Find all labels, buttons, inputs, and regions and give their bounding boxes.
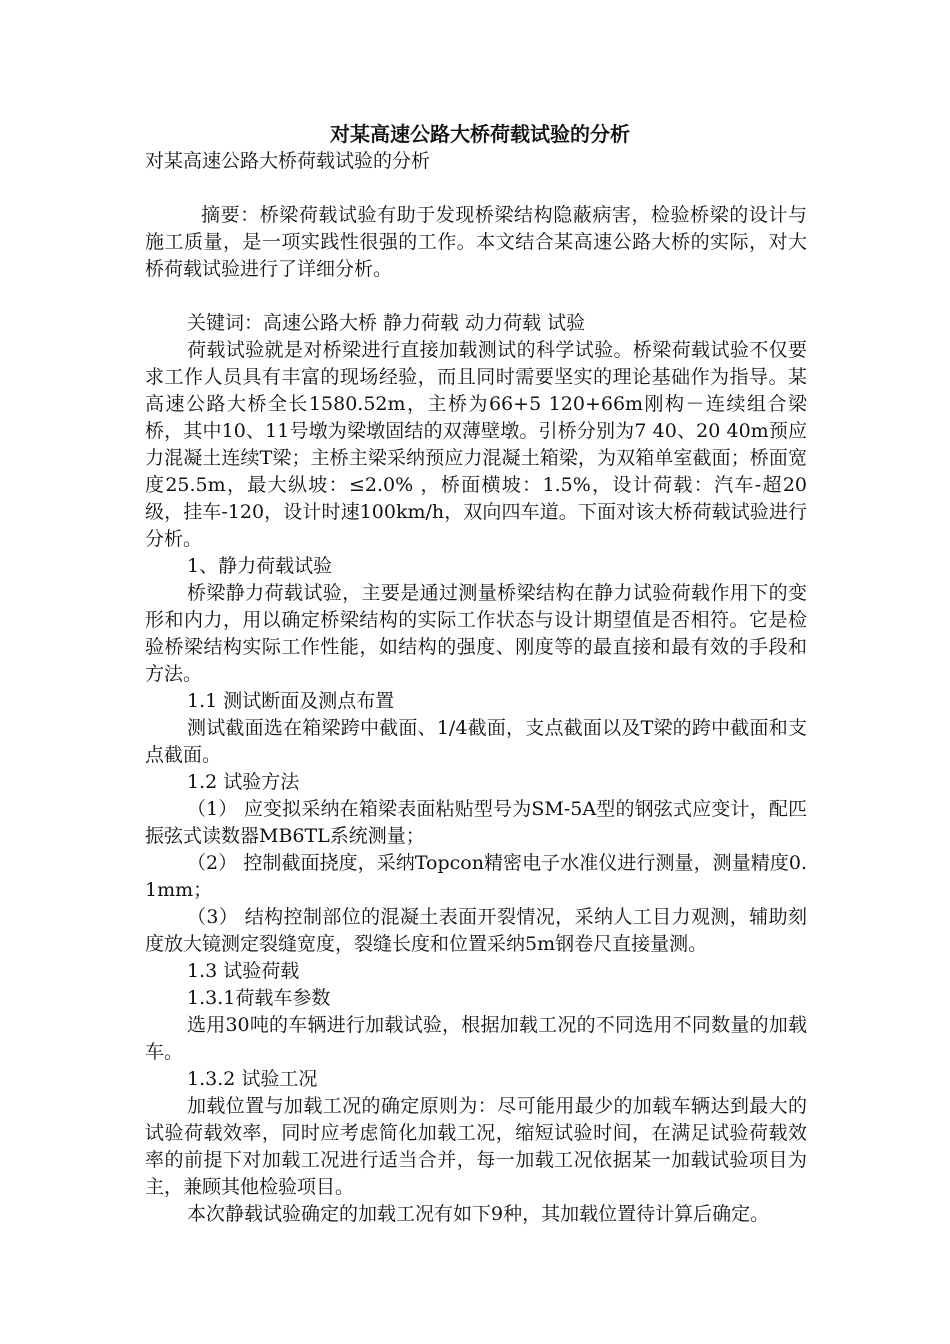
document-subtitle: 对某高速公路大桥荷载试验的分析 [145, 150, 431, 172]
section-1-2-item-2: （2） 控制截面挠度，采纳Topcon精密电子水准仪进行测量，测量精度0.1mm； [145, 852, 807, 901]
section-1-3-1-body: 选用30吨的车辆进行加载试验，根据加载工况的不同选用不同数量的加载车。 [145, 1014, 807, 1063]
document-title: 对某高速公路大桥荷载试验的分析 [330, 122, 630, 146]
section-1-3-heading: 1.3 试验荷载 [187, 960, 300, 982]
spacer [145, 283, 807, 310]
section-1-3-2-heading: 1.3.2 试验工况 [187, 1068, 318, 1090]
intro-paragraph: 荷载试验就是对桥梁进行直接加载测试的科学试验。桥梁荷载试验不仅要求工作人员具有丰富的现场经验，而且同时需要坚实的理论基础作为指导。某高速公路大桥全长1580.52m，主桥为66+5 120+66m刚构－连续组合梁桥，其中10、11号墩为梁墩固结的双薄壁墩。引桥分别为7 40、20 40m预应力混凝土连续T梁；主桥主梁采纳预应力混凝土箱梁，为双箱单室截面；桥面宽度25.5m，最大纵坡：≤2.0% ，桥面横坡：1.5%，设计荷载：汽车-超20级，挂车-120，设计时速100km/h，双向四车道。下面对该大桥荷载试验进行分析。 [145, 339, 807, 550]
section-1-3-2-body-2: 本次静载试验确定的加载工况有如下9种，其加载位置待计算后确定。 [187, 1203, 770, 1225]
section-1-1-heading: 1.1 测试断面及测点布置 [187, 690, 395, 712]
abstract-paragraph: 摘要：桥梁荷载试验有助于发现桥梁结构隐蔽病害，检验桥梁的设计与施工质量，是一项实践性很强的工作。本文结合某高速公路大桥的实际，对大桥荷载试验进行了详细分析。 [145, 204, 807, 280]
section-1-2-item-1: （1） 应变拟采纳在箱梁表面粘贴型号为SM-5A型的钢弦式应变计，配匹振弦式读数器MB6TL系统测量； [145, 798, 807, 847]
section-1-body: 桥梁静力荷载试验，主要是通过测量桥梁结构在静力试验荷载作用下的变形和内力，用以确定桥梁结构的实际工作状态与设计期望值是否相符。它是检验桥梁结构实际工作性能，如结构的强度、刚度等的最直接和最有效的手段和方法。 [145, 582, 807, 685]
section-1-2-heading: 1.2 试验方法 [187, 771, 300, 793]
section-1-heading: 1、静力荷载试验 [187, 555, 333, 577]
document-page [145, 120, 807, 1228]
section-1-2-item-3: （3） 结构控制部位的混凝土表面开裂情况，采纳人工目力观测，辅助刻度放大镜测定裂缝宽度，裂缝长度和位置采纳5m钢卷尺直接量测。 [145, 906, 807, 955]
section-1-3-1-heading: 1.3.1荷载车参数 [187, 987, 331, 1009]
section-1-1-body: 测试截面选在箱梁跨中截面、1/4截面，支点截面以及T梁的跨中截面和支点截面。 [145, 717, 807, 766]
keywords-line: 关键词：高速公路大桥 静力荷载 动力荷载 试验 [187, 312, 586, 334]
section-1-3-2-body-1: 加载位置与加载工况的确定原则为：尽可能用最少的加载车辆达到最大的试验荷载效率，同时应考虑简化加载工况，缩短试验时间，在满足试验荷载效率的前提下对加载工况进行适当合并，每一加载工况依据某一加载试验项目为主，兼顾其他检验项目。 [145, 1095, 807, 1198]
spacer [145, 175, 807, 202]
